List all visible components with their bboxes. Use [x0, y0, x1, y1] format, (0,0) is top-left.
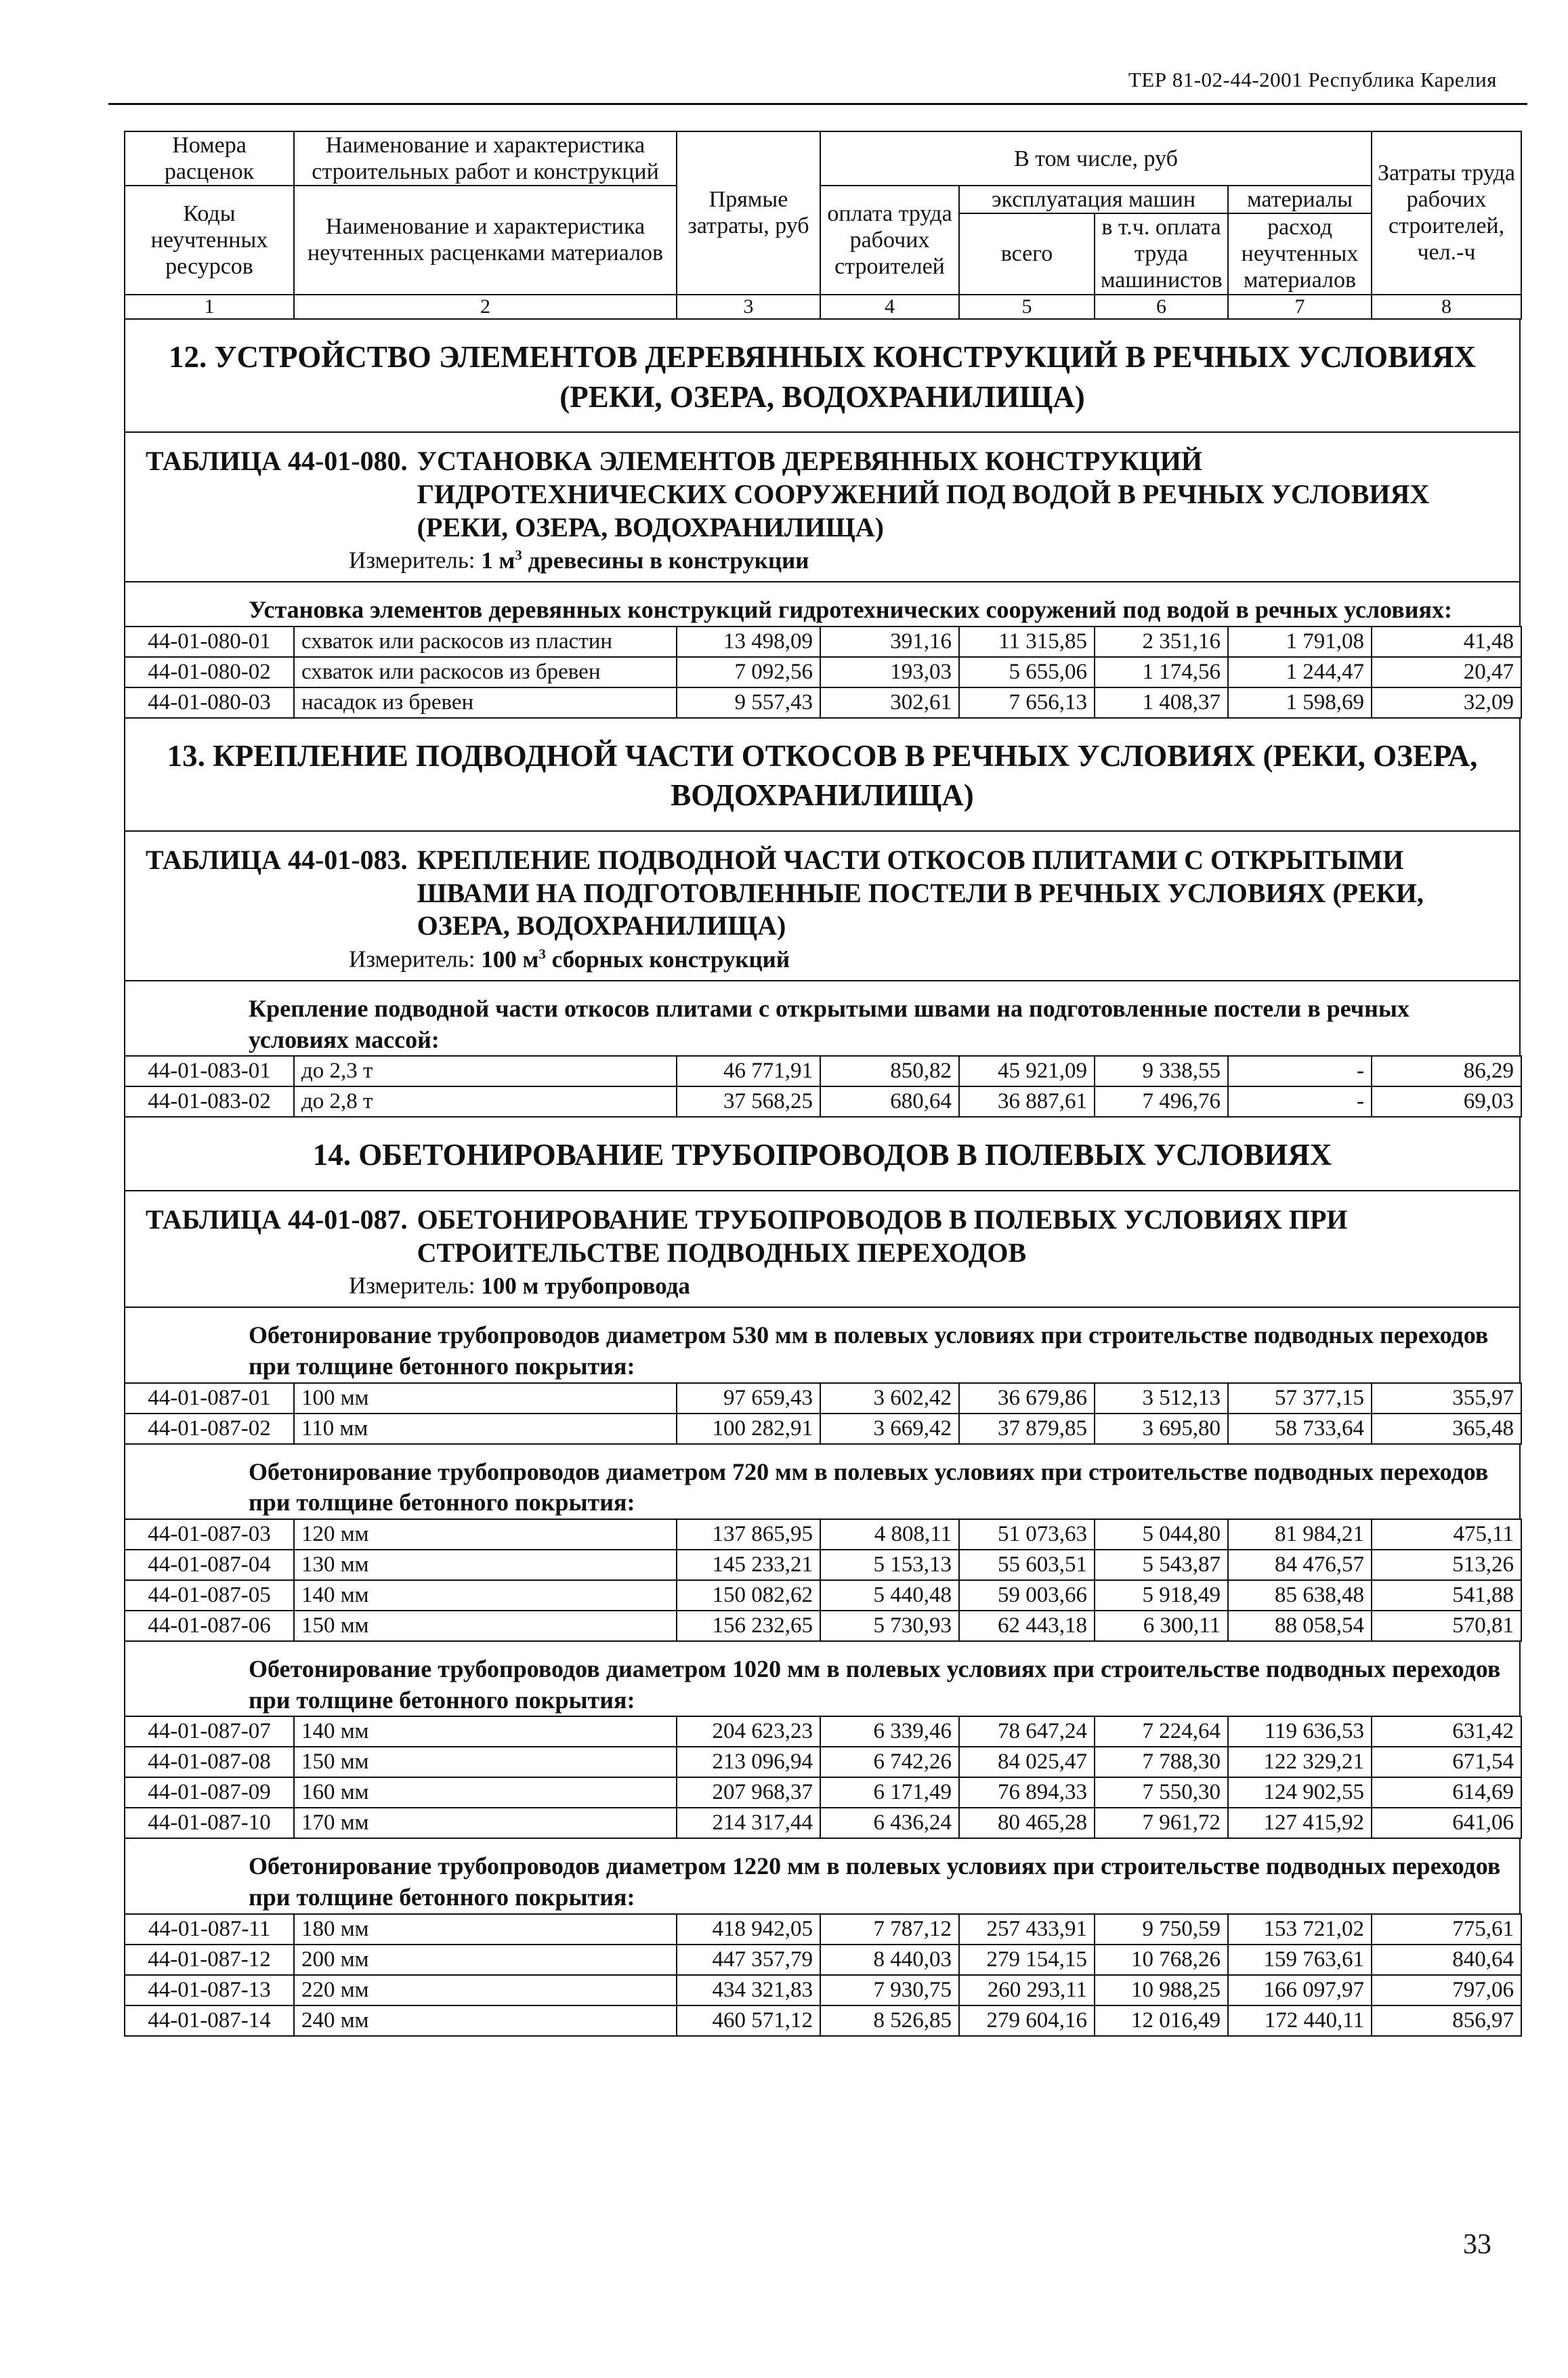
worker-wage-cell: 6 339,46	[820, 1716, 959, 1747]
worker-wage-cell: 680,64	[820, 1086, 959, 1117]
work-name-cell: 170 мм	[294, 1808, 677, 1838]
materials-cost-cell: 88 058,54	[1228, 1611, 1372, 1641]
rate-code-cell: 44-01-087-10	[125, 1808, 294, 1838]
col-num: 3	[677, 295, 820, 320]
machines-total-cell: 59 003,66	[959, 1580, 1095, 1611]
rate-code-cell: 44-01-083-01	[125, 1056, 294, 1086]
column-header-table	[124, 131, 1522, 320]
labor-hours-cell: 775,61	[1372, 1914, 1521, 1945]
labor-hours-cell: 20,47	[1372, 657, 1521, 687]
table-row	[125, 657, 1521, 687]
measure-value: 1 м	[481, 547, 515, 574]
materials-cost-cell: -	[1228, 1056, 1372, 1086]
machinist-wage-cell: 2 351,16	[1095, 627, 1228, 657]
work-name-cell: 220 мм	[294, 1975, 677, 2005]
page-number: 33	[1463, 2229, 1491, 2260]
rates-table	[124, 1716, 1522, 1839]
machines-total-cell: 260 293,11	[959, 1975, 1095, 2005]
worker-wage-cell: 5 153,13	[820, 1550, 959, 1580]
work-name-cell: до 2,3 т	[294, 1056, 677, 1086]
col-num: 2	[294, 295, 677, 320]
labor-hours-cell: 641,06	[1372, 1808, 1521, 1838]
table-row	[125, 1716, 1521, 1747]
direct-costs-cell: 460 571,12	[677, 2005, 820, 2036]
materials-cost-cell: 81 984,21	[1228, 1519, 1372, 1550]
table-row	[125, 1519, 1521, 1550]
direct-costs-cell: 447 357,79	[677, 1945, 820, 1975]
direct-costs-cell: 7 092,56	[677, 657, 820, 687]
rates-table	[124, 1519, 1522, 1642]
work-name-cell: 120 мм	[294, 1519, 677, 1550]
work-name-cell: схваток или раскосов из бревен	[294, 657, 677, 687]
table-name: КРЕПЛЕНИЕ ПОДВОДНОЙ ЧАСТИ ОТКОСОВ ПЛИТАМИ С ОТКРЫТЫМИ ШВАМИ НА ПОДГОТОВЛЕННЫЕ ПОСТЕЛИ В РЕЧНЫХ УСЛОВИЯХ (РЕКИ, ОЗЕРА, ВОДОХРАНИЛИЩА)	[417, 844, 1424, 941]
materials-cost-cell: 122 329,21	[1228, 1747, 1372, 1777]
labor-hours-cell: 570,81	[1372, 1611, 1521, 1641]
machines-total-cell: 279 154,15	[959, 1945, 1095, 1975]
worker-wage-cell: 850,82	[820, 1056, 959, 1086]
machinist-wage-cell: 5 044,80	[1095, 1519, 1228, 1550]
direct-costs-cell: 46 771,91	[677, 1056, 820, 1086]
group-title: Обетонирование трубопроводов диаметром 1020 мм в полевых условиях при строительстве подводных переходов при толщине бетонного покрытия:	[124, 1642, 1521, 1716]
labor-hours-cell: 41,48	[1372, 627, 1521, 657]
worker-wage-cell: 302,61	[820, 687, 959, 718]
price-table-frame	[124, 131, 1521, 2037]
machines-total-cell: 62 443,18	[959, 1611, 1095, 1641]
rate-code-cell: 44-01-087-12	[125, 1945, 294, 1975]
col-num: 8	[1372, 295, 1521, 320]
direct-costs-cell: 214 317,44	[677, 1808, 820, 1838]
machinist-wage-cell: 6 300,11	[1095, 1611, 1228, 1641]
table-row	[125, 1747, 1521, 1777]
machinist-wage-cell: 10 988,25	[1095, 1975, 1228, 2005]
machinist-wage-cell: 9 750,59	[1095, 1914, 1228, 1945]
machinist-wage-cell: 10 768,26	[1095, 1945, 1228, 1975]
work-name-cell: 140 мм	[294, 1716, 677, 1747]
machines-total-cell: 11 315,85	[959, 627, 1095, 657]
machinist-wage-cell: 5 918,49	[1095, 1580, 1228, 1611]
machinist-wage-cell: 7 550,30	[1095, 1777, 1228, 1808]
direct-costs-cell: 9 557,43	[677, 687, 820, 718]
sections-container	[124, 320, 1521, 2037]
table-code: ТАБЛИЦА 44-01-087.	[146, 1204, 408, 1235]
table-heading	[124, 433, 1521, 582]
measure-unit	[349, 547, 1512, 574]
col-header-direct-costs: Прямые затраты, руб	[677, 131, 820, 295]
work-name-cell: 150 мм	[294, 1747, 677, 1777]
section-title: 13. КРЕПЛЕНИЕ ПОДВОДНОЙ ЧАСТИ ОТКОСОВ В РЕЧНЫХ УСЛОВИЯХ (РЕКИ, ОЗЕРА, ВОДОХРАНИЛИЩА)	[124, 719, 1521, 832]
worker-wage-cell: 6 171,49	[820, 1777, 959, 1808]
direct-costs-cell: 213 096,94	[677, 1747, 820, 1777]
worker-wage-cell: 391,16	[820, 627, 959, 657]
machines-total-cell: 36 679,86	[959, 1383, 1095, 1414]
table-code: ТАБЛИЦА 44-01-083.	[146, 844, 408, 875]
rate-code-cell: 44-01-087-09	[125, 1777, 294, 1808]
work-name-cell: схваток или раскосов из пластин	[294, 627, 677, 657]
table-row	[125, 1975, 1521, 2005]
rate-code-cell: 44-01-087-02	[125, 1414, 294, 1444]
worker-wage-cell: 5 440,48	[820, 1580, 959, 1611]
rate-code-cell: 44-01-087-03	[125, 1519, 294, 1550]
machines-total-cell: 78 647,24	[959, 1716, 1095, 1747]
direct-costs-cell: 137 865,95	[677, 1519, 820, 1550]
running-header: ТЕР 81-02-44-2001 Республика Карелия	[1128, 68, 1497, 91]
materials-cost-cell: 85 638,48	[1228, 1580, 1372, 1611]
labor-hours-cell: 631,42	[1372, 1716, 1521, 1747]
rate-code-cell: 44-01-087-14	[125, 2005, 294, 2036]
col-header-labor: Затраты труда рабочих строителей, чел.-ч	[1372, 131, 1521, 295]
col-header-name: Наименование и характеристика строительных работ и конструкций	[294, 131, 677, 186]
worker-wage-cell: 3 602,42	[820, 1383, 959, 1414]
worker-wage-cell: 5 730,93	[820, 1611, 959, 1641]
measure-label: Измеритель:	[349, 946, 475, 973]
measure-value: 100 м	[481, 946, 539, 973]
direct-costs-cell: 13 498,09	[677, 627, 820, 657]
table-row	[125, 1611, 1521, 1641]
table-row	[125, 687, 1521, 718]
machinist-wage-cell: 12 016,49	[1095, 2005, 1228, 2036]
table-row	[125, 627, 1521, 657]
worker-wage-cell: 4 808,11	[820, 1519, 959, 1550]
col-header-resource-codes: Коды неучтенных ресурсов	[125, 186, 294, 294]
materials-cost-cell: 1 791,08	[1228, 627, 1372, 657]
rate-code-cell: 44-01-087-13	[125, 1975, 294, 2005]
table-row	[125, 2005, 1521, 2036]
group-title: Обетонирование трубопроводов диаметром 720 мм в полевых условиях при строительстве подводных переходов при толщине бетонного покрытия:	[124, 1445, 1521, 1519]
machinist-wage-cell: 7 496,76	[1095, 1086, 1228, 1117]
direct-costs-cell: 150 082,62	[677, 1580, 820, 1611]
direct-costs-cell: 204 623,23	[677, 1716, 820, 1747]
measure-unit	[349, 1272, 1512, 1300]
table-row	[125, 1414, 1521, 1444]
measure-object: древесины в конструкции	[522, 547, 809, 574]
machinist-wage-cell: 7 961,72	[1095, 1808, 1228, 1838]
col-num: 6	[1095, 295, 1228, 320]
col-header-machines: эксплуатация машин	[959, 186, 1228, 213]
worker-wage-cell: 8 526,85	[820, 2005, 959, 2036]
materials-cost-cell: 124 902,55	[1228, 1777, 1372, 1808]
worker-wage-cell: 193,03	[820, 657, 959, 687]
labor-hours-cell: 475,11	[1372, 1519, 1521, 1550]
group-title: Крепление подводной части откосов плитами с открытыми швами на подготовленные постели в речных условиях массой:	[124, 981, 1521, 1055]
direct-costs-cell: 434 321,83	[677, 1975, 820, 2005]
direct-costs-cell: 418 942,05	[677, 1914, 820, 1945]
work-name-cell: 160 мм	[294, 1777, 677, 1808]
rate-code-cell: 44-01-080-03	[125, 687, 294, 718]
machines-total-cell: 279 604,16	[959, 2005, 1095, 2036]
labor-hours-cell: 840,64	[1372, 1945, 1521, 1975]
labor-hours-cell: 69,03	[1372, 1086, 1521, 1117]
work-name-cell: 240 мм	[294, 2005, 677, 2036]
table-row	[125, 1777, 1521, 1808]
work-name-cell: 110 мм	[294, 1414, 677, 1444]
machinist-wage-cell: 3 512,13	[1095, 1383, 1228, 1414]
machines-total-cell: 7 656,13	[959, 687, 1095, 718]
materials-cost-cell: 1 244,47	[1228, 657, 1372, 687]
labor-hours-cell: 32,09	[1372, 687, 1521, 718]
worker-wage-cell: 7 787,12	[820, 1914, 959, 1945]
table-heading	[124, 1191, 1521, 1308]
machines-total-cell: 37 879,85	[959, 1414, 1095, 1444]
work-name-cell: 150 мм	[294, 1611, 677, 1641]
col-header-materials: материалы	[1228, 186, 1372, 213]
rates-table	[124, 1913, 1522, 2037]
machines-total-cell: 55 603,51	[959, 1550, 1095, 1580]
labor-hours-cell: 856,97	[1372, 2005, 1521, 2036]
header-rule	[108, 103, 1527, 105]
materials-cost-cell: 58 733,64	[1228, 1414, 1372, 1444]
col-num: 1	[125, 295, 294, 320]
table-row	[125, 1914, 1521, 1945]
table-row	[125, 1808, 1521, 1838]
machinist-wage-cell: 1 174,56	[1095, 657, 1228, 687]
labor-hours-cell: 355,97	[1372, 1383, 1521, 1414]
materials-cost-cell: 153 721,02	[1228, 1914, 1372, 1945]
col-header-materials-usage: расход неучтенных материалов	[1228, 213, 1372, 294]
col-header-wage: оплата труда рабочих строителей	[820, 186, 959, 294]
materials-cost-cell: 127 415,92	[1228, 1808, 1372, 1838]
labor-hours-cell: 513,26	[1372, 1550, 1521, 1580]
machines-total-cell: 76 894,33	[959, 1777, 1095, 1808]
col-header-machines-total: всего	[959, 213, 1095, 294]
worker-wage-cell: 3 669,42	[820, 1414, 959, 1444]
direct-costs-cell: 145 233,21	[677, 1550, 820, 1580]
table-row	[125, 1383, 1521, 1414]
rates-table	[124, 1055, 1522, 1118]
work-name-cell: насадок из бревен	[294, 687, 677, 718]
worker-wage-cell: 8 440,03	[820, 1945, 959, 1975]
work-name-cell: до 2,8 т	[294, 1086, 677, 1117]
machines-total-cell: 80 465,28	[959, 1808, 1095, 1838]
rate-code-cell: 44-01-087-06	[125, 1611, 294, 1641]
machines-total-cell: 36 887,61	[959, 1086, 1095, 1117]
rate-code-cell: 44-01-087-07	[125, 1716, 294, 1747]
direct-costs-cell: 207 968,37	[677, 1777, 820, 1808]
table-row	[125, 1550, 1521, 1580]
rate-code-cell: 44-01-087-01	[125, 1383, 294, 1414]
measure-exponent: 3	[515, 547, 522, 564]
table-name: УСТАНОВКА ЭЛЕМЕНТОВ ДЕРЕВЯННЫХ КОНСТРУКЦИЙ ГИДРОТЕХНИЧЕСКИХ СООРУЖЕНИЙ ПОД ВОДОЙ В РЕЧНЫХ УСЛОВИЯХ (РЕКИ, ОЗЕРА, ВОДОХРАНИЛИЩА)	[417, 446, 1430, 543]
machines-total-cell: 257 433,91	[959, 1914, 1095, 1945]
labor-hours-cell: 671,54	[1372, 1747, 1521, 1777]
table-name: ОБЕТОНИРОВАНИЕ ТРУБОПРОВОДОВ В ПОЛЕВЫХ УСЛОВИЯХ ПРИ СТРОИТЕЛЬСТВЕ ПОДВОДНЫХ ПЕРЕХОДОВ	[417, 1204, 1348, 1268]
col-header-machinist-wage: в т.ч. оплата труда машинистов	[1095, 213, 1228, 294]
section-title: 14. ОБЕТОНИРОВАНИЕ ТРУБОПРОВОДОВ В ПОЛЕВЫХ УСЛОВИЯХ	[124, 1118, 1521, 1191]
measure-unit	[349, 946, 1512, 973]
machinist-wage-cell: 7 788,30	[1095, 1747, 1228, 1777]
labor-hours-cell: 365,48	[1372, 1414, 1521, 1444]
machinist-wage-cell: 3 695,80	[1095, 1414, 1228, 1444]
rate-code-cell: 44-01-087-08	[125, 1747, 294, 1777]
materials-cost-cell: 172 440,11	[1228, 2005, 1372, 2036]
rates-table	[124, 626, 1522, 719]
table-row	[125, 1945, 1521, 1975]
worker-wage-cell: 6 742,26	[820, 1747, 959, 1777]
materials-cost-cell: -	[1228, 1086, 1372, 1117]
measure-value: 100 м	[481, 1273, 539, 1300]
work-name-cell: 200 мм	[294, 1945, 677, 1975]
materials-cost-cell: 57 377,15	[1228, 1383, 1372, 1414]
labor-hours-cell: 86,29	[1372, 1056, 1521, 1086]
col-num: 7	[1228, 295, 1372, 320]
materials-cost-cell: 159 763,61	[1228, 1945, 1372, 1975]
rates-table	[124, 1382, 1522, 1445]
rate-code-cell: 44-01-080-01	[125, 627, 294, 657]
machines-total-cell: 51 073,63	[959, 1519, 1095, 1550]
direct-costs-cell: 156 232,65	[677, 1611, 820, 1641]
machines-total-cell: 84 025,47	[959, 1747, 1095, 1777]
work-name-cell: 130 мм	[294, 1550, 677, 1580]
machinist-wage-cell: 5 543,87	[1095, 1550, 1228, 1580]
machinist-wage-cell: 9 338,55	[1095, 1056, 1228, 1086]
col-num: 4	[820, 295, 959, 320]
measure-exponent: 3	[538, 946, 546, 962]
table-row	[125, 1580, 1521, 1611]
machinist-wage-cell: 1 408,37	[1095, 687, 1228, 718]
machinist-wage-cell: 7 224,64	[1095, 1716, 1228, 1747]
measure-object: сборных конструкций	[545, 946, 790, 973]
group-title: Установка элементов деревянных конструкций гидротехнических сооружений под водой в речных условиях:	[124, 582, 1521, 626]
machines-total-cell: 5 655,06	[959, 657, 1095, 687]
rate-code-cell: 44-01-087-05	[125, 1580, 294, 1611]
rate-code-cell: 44-01-087-11	[125, 1914, 294, 1945]
worker-wage-cell: 7 930,75	[820, 1975, 959, 2005]
labor-hours-cell: 541,88	[1372, 1580, 1521, 1611]
table-row	[125, 1056, 1521, 1086]
work-name-cell: 140 мм	[294, 1580, 677, 1611]
group-title: Обетонирование трубопроводов диаметром 530 мм в полевых условиях при строительстве подводных переходов при толщине бетонного покрытия:	[124, 1308, 1521, 1382]
rate-code-cell: 44-01-080-02	[125, 657, 294, 687]
section-title: 12. УСТРОЙСТВО ЭЛЕМЕНТОВ ДЕРЕВЯННЫХ КОНСТРУКЦИЙ В РЕЧНЫХ УСЛОВИЯХ (РЕКИ, ОЗЕРА, ВОДОХРАНИЛИЩА)	[124, 320, 1521, 433]
machines-total-cell: 45 921,09	[959, 1056, 1095, 1086]
worker-wage-cell: 6 436,24	[820, 1808, 959, 1838]
direct-costs-cell: 37 568,25	[677, 1086, 820, 1117]
labor-hours-cell: 614,69	[1372, 1777, 1521, 1808]
col-header-codes: Номера расценок	[125, 131, 294, 186]
col-num: 5	[959, 295, 1095, 320]
col-header-including: В том числе, руб	[820, 131, 1372, 186]
table-code: ТАБЛИЦА 44-01-080.	[146, 446, 408, 477]
direct-costs-cell: 100 282,91	[677, 1414, 820, 1444]
materials-cost-cell: 1 598,69	[1228, 687, 1372, 718]
work-name-cell: 100 мм	[294, 1383, 677, 1414]
group-title: Обетонирование трубопроводов диаметром 1220 мм в полевых условиях при строительстве подводных переходов при толщине бетонного покрытия:	[124, 1839, 1521, 1913]
work-name-cell: 180 мм	[294, 1914, 677, 1945]
table-row	[125, 1086, 1521, 1117]
measure-label: Измеритель:	[349, 547, 475, 574]
materials-cost-cell: 119 636,53	[1228, 1716, 1372, 1747]
col-header-materials-name: Наименование и характеристика неучтенных расценками материалов	[294, 186, 677, 294]
measure-object: трубопровода	[538, 1273, 690, 1300]
labor-hours-cell: 797,06	[1372, 1975, 1521, 2005]
materials-cost-cell: 166 097,97	[1228, 1975, 1372, 2005]
rate-code-cell: 44-01-083-02	[125, 1086, 294, 1117]
measure-label: Измеритель:	[349, 1273, 475, 1300]
direct-costs-cell: 97 659,43	[677, 1383, 820, 1414]
rate-code-cell: 44-01-087-04	[125, 1550, 294, 1580]
materials-cost-cell: 84 476,57	[1228, 1550, 1372, 1580]
table-heading	[124, 832, 1521, 981]
